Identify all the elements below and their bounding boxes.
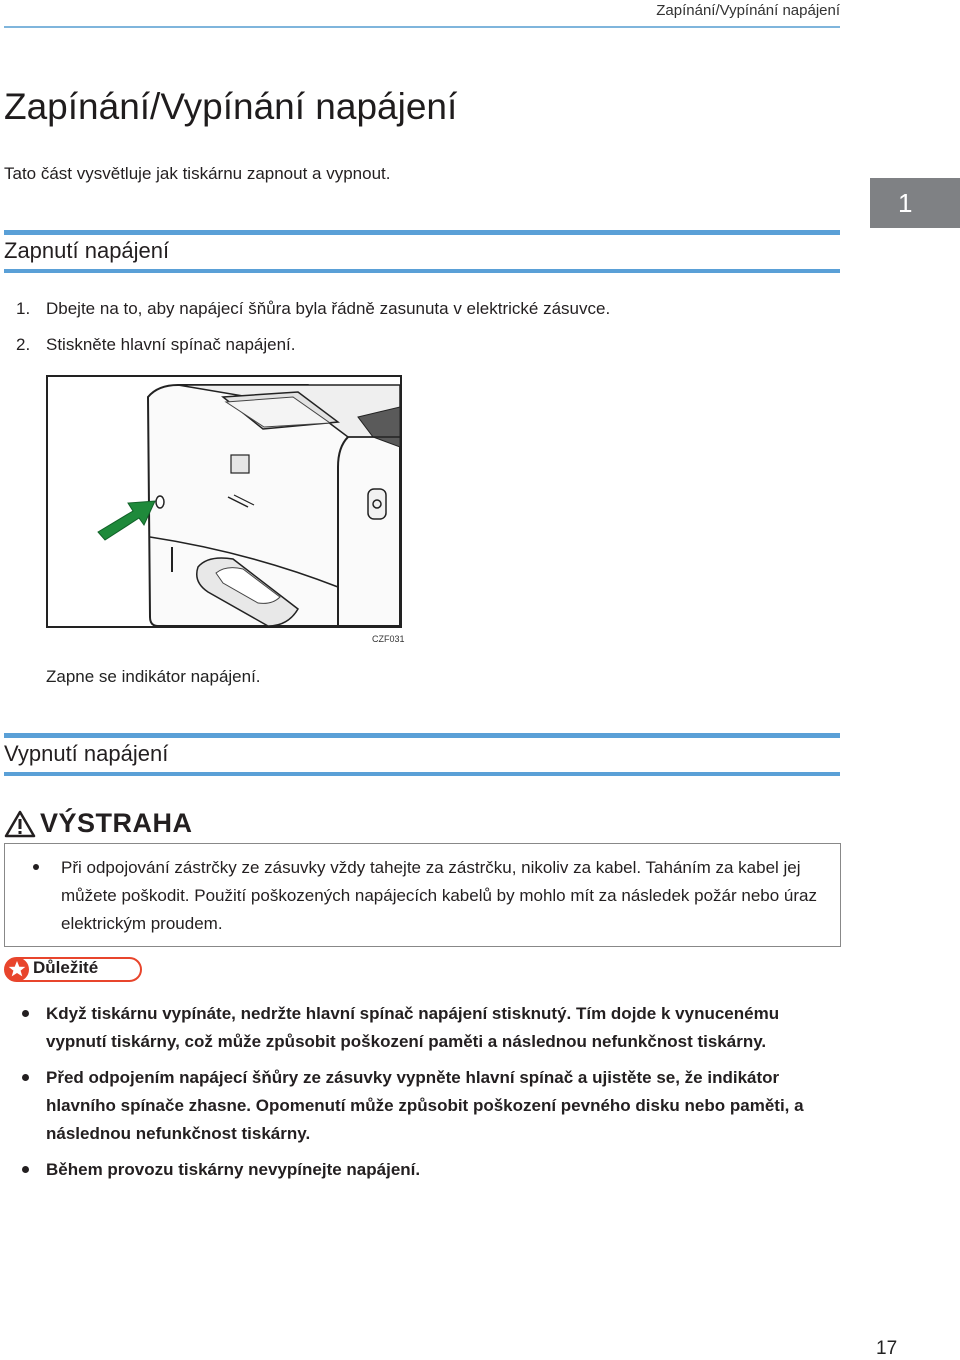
- warning-triangle-icon: [4, 810, 36, 838]
- step-number: 1.: [16, 299, 31, 318]
- section-title-power-off: Vypnutí napájení: [4, 741, 169, 766]
- warning-text: Při odpojování zástrčky ze zásuvky vždy tahejte za zástrčku, nikoliv za kabel. Taháním za kabel jej můžete poškodit. Použití poškozených napájecích kabelů by mohlo mít za následek požár nebo úraz elektrickým proudem.: [61, 858, 817, 933]
- arrow-icon: [98, 501, 155, 540]
- step-text: Dbejte na to, aby napájecí šňůra byla řádně zasunuta v elektrické zásuvce.: [46, 299, 611, 318]
- list-item-text: Během provozu tiskárny nevypínejte napájení.: [46, 1160, 421, 1179]
- list-item-text: Když tiskárnu vypínáte, nedržte hlavní spínač napájení stisknutý. Tím dojde k vynucenému vypnutí tiskárny, což může způsobit poškození paměti a následnou nefunkčnost tiskárny.: [46, 1004, 780, 1051]
- bullet: [22, 1166, 29, 1173]
- chapter-tab: 1: [870, 178, 960, 228]
- running-header: Zapínání/Vypínání napájení: [656, 2, 840, 19]
- figure-code: CZF031: [372, 634, 405, 644]
- important-badge: [4, 956, 144, 989]
- step-text: Stiskněte hlavní spínač napájení.: [46, 335, 296, 354]
- header-rule: [4, 26, 840, 28]
- warning-box: [4, 843, 841, 947]
- intro-text: Tato část vysvětluje jak tiskárnu zapnout a vypnout.: [4, 164, 391, 183]
- section-rule-top: [4, 230, 840, 235]
- step-item: [16, 335, 296, 355]
- warning-label: VÝSTRAHA: [40, 808, 193, 838]
- list-item-text: Před odpojením napájecí šňůry ze zásuvky vypněte hlavní spínač a ujistěte se, že indikátor hlavního spínače zhasne. Opomenutí může způsobit poškození pevného disku nebo paměti, a následnou nefunkčnost tiskárny.: [46, 1068, 804, 1143]
- printer-illustration: [46, 375, 402, 628]
- step-result: Zapne se indikátor napájení.: [46, 667, 261, 686]
- bullet: [33, 864, 39, 870]
- printer-illustration-drawing: [48, 377, 400, 626]
- step-number: 2.: [16, 335, 31, 354]
- section-rule-top: [4, 733, 840, 738]
- section-rule-bottom: [4, 772, 840, 776]
- bullet: [22, 1010, 29, 1017]
- page-number: 17: [876, 1338, 898, 1359]
- section-rule-bottom: [4, 269, 840, 273]
- page-title: Zapínání/Vypínání napájení: [4, 86, 458, 127]
- bullet: [22, 1074, 29, 1081]
- section-title-power-on: Zapnutí napájení: [4, 238, 170, 263]
- step-item: [16, 299, 610, 319]
- important-label: Důležité: [33, 958, 99, 977]
